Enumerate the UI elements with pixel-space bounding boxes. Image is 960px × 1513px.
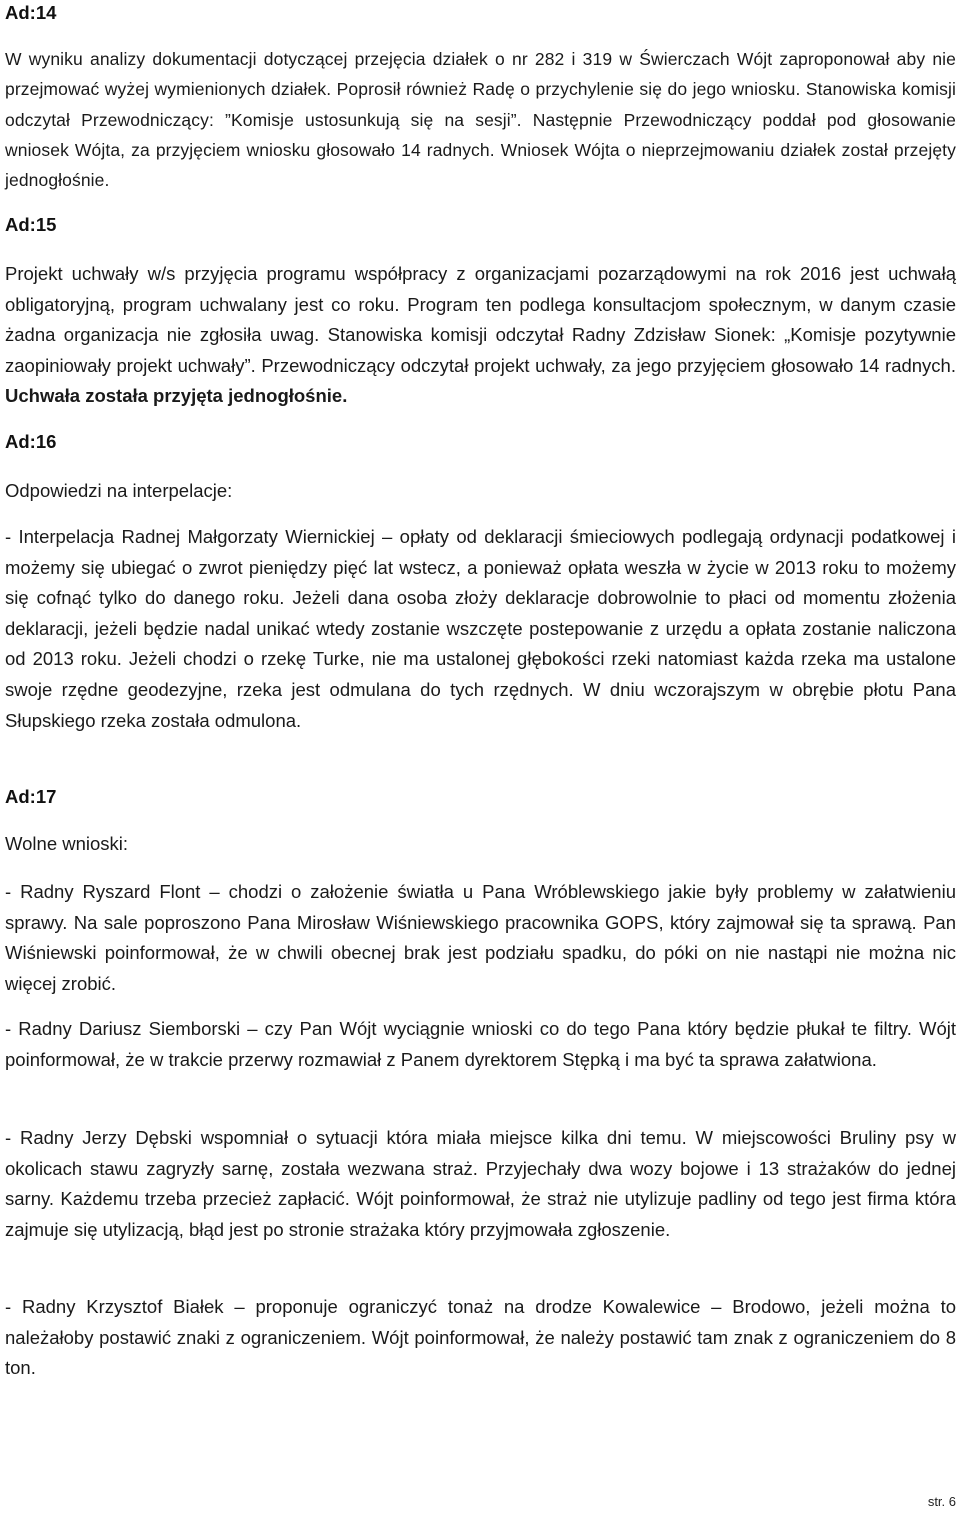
section-heading-ad16: Ad:16 (5, 431, 57, 452)
motion-item: - Radny Ryszard Flont – chodzi o założenie światła u Pana Wróblewskiego jakie były problemy w załatwieniu sprawy. Na sale poproszono Pana Mirosław Wiśniewskiego pracownika GOPS, który zajmował się ta sprawą. Pan Wiśniewski poinformował, że w chwili obecnej brak jest podziału spadku, do póki on nie nastąpi nie można nic więcej zrobić. (5, 881, 956, 994)
motion-item: - Radny Jerzy Dębski wspomniał o sytuacji która miała miejsce kilka dni temu. W miejscowości Bruliny psy w okolicach stawu zagryzły sarnę, została wezwana straż. Przyjechały dwa wozy bojowe i 13 strażaków do jednej sarny. Każdemu trzeba przecież zapłacić. Wójt poinformował, że straż nie utylizuje padliny od tego jest firma która zajmuje się utylizacją, błąd jest po stronie strażaka który przyjmowała zgłoszenie. (5, 1127, 956, 1240)
section-paragraph-ad14: W wyniku analizy dokumentacji dotyczącej przejęcia działek o nr 282 i 319 w Świerczach Wójt zaproponował aby nie przejmować wyżej wymienionych działek. Poprosił również Radę o przychylenie się do jego wniosku. Stanowiska komisji odczytał Przewodniczący: ”Komisje ustosunkują się na sesji”. Następnie Przewodniczący poddał pod głosowanie wniosek Wójta, za przyjęciem wniosku głosowało 14 radnych. Wniosek Wójta o nieprzejmowaniu działek został przejęty jednogłośnie. (5, 49, 956, 191)
section-subheading-ad17: Wolne wnioski: (5, 833, 129, 854)
resolution-adopted-text: Uchwała została przyjęta jednogłośnie. (5, 385, 348, 407)
section-heading-ad17: Ad:17 (5, 786, 57, 807)
section-paragraph-ad15 (5, 259, 956, 412)
page-number: str. 6 (927, 1494, 956, 1509)
interpelation-answer-paragraph: - Interpelacja Radnej Małgorzaty Wiernickiej – opłaty od deklaracji śmieciowych podlegają ordynacji podatkowej i możemy się ubiegać o zwrot pieniędzy pięć lat wstecz, a ponieważ opłata weszła w życie w 2013 roku to możemy się cofnąć tylko do danego roku. Jeżeli dana osoba złoży deklaracje dobrowolnie to płaci od momentu złożenia deklaracji, jeżeli będzie nadal unikać wtedy zostanie wszczęte postepowanie z urzędu a opłata zostanie naliczona od 2013 roku. Jeżeli chodzi o rzekę Turke, nie ma ustalonej głębokości rzeki natomiast każda rzeka ma ustalone swoje rzędne geodezyjne, rzeka jest odmulana do tych rzędnych. W dniu wczorajszym w obrębie płotu Pana Słupskiego rzeka została odmulona. (5, 526, 956, 731)
motion-item: - Radny Krzysztof Białek – proponuje ograniczyć tonaż na drodze Kowalewice – Brodowo, jeżeli można to należałoby postawić znaki z ograniczeniem. Wójt poinformował, że należy postawić tam znak z ograniczeniem do 8 ton. (5, 1296, 956, 1379)
motion-item: - Radny Dariusz Siemborski – czy Pan Wójt wyciągnie wnioski co do tego Pana który będzie płukał te filtry. Wójt poinformował, że w trakcie przerwy rozmawiał z Panem dyrektorem Stępką i ma być ta sprawa załatwiona. (5, 1018, 956, 1070)
section-paragraph-ad15-text: Projekt uchwały w/s przyjęcia programu współpracy z organizacjami pozarządowymi na rok 2016 jest uchwałą obligatoryjną, program uchwalany jest co roku. Program ten podlega konsultacjom społecznym, w danym czasie żadna organizacja nie zgłosiła uwag. Stanowiska komisji odczytał Radny Zdzisław Sionek: „Komisje pozytywnie zaopiniowały projekt uchwały”. Przewodniczący odczytał projekt uchwały, za jego przyjęciem głosowało 14 radnych. (5, 263, 956, 376)
section-subheading-ad16: Odpowiedzi na interpelacje: (5, 480, 233, 501)
section-heading-ad15: Ad:15 (5, 214, 57, 235)
section-heading-ad14: Ad:14 (5, 2, 57, 23)
